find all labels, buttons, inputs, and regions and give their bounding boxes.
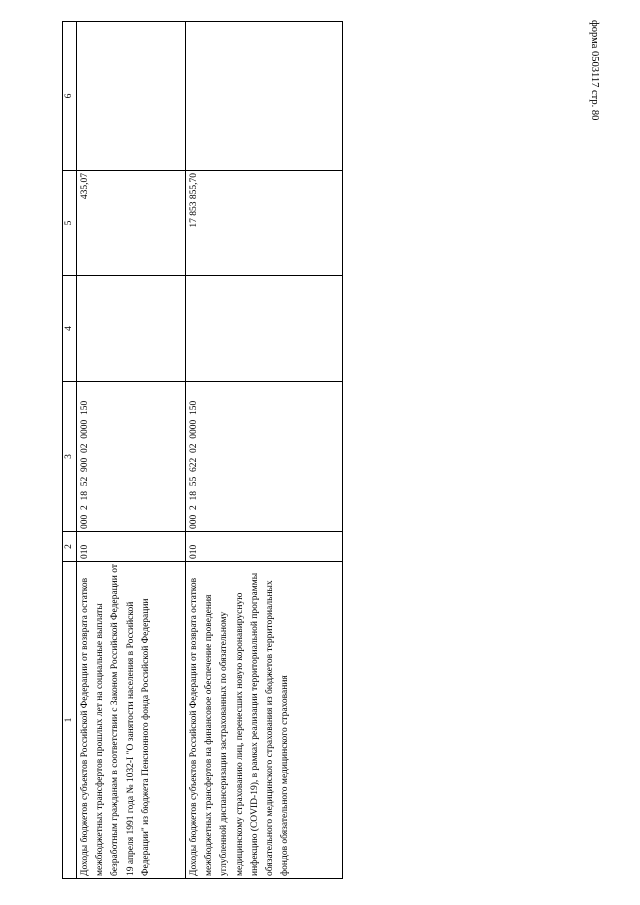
row-approved (186, 276, 343, 382)
column-header-4: 4 (63, 276, 77, 382)
row-budget-code: 000 2 18 55 622 02 0000 150 (186, 382, 343, 532)
row-budget-code: 000 2 18 52 900 02 0000 150 (77, 382, 186, 532)
row-not-executed (77, 22, 186, 171)
column-header-1: 1 (63, 562, 77, 879)
row-line-code: 010 (77, 532, 186, 562)
column-header-2: 2 (63, 532, 77, 562)
form-label: форма 0503117 стр. 80 (589, 20, 600, 121)
report-table (62, 21, 343, 879)
row-line-code: 010 (186, 532, 343, 562)
column-number-row (63, 22, 77, 879)
column-header-5: 5 (63, 171, 77, 276)
column-header-3: 3 (63, 382, 77, 532)
row-description: Доходы бюджетов субъектов Российской Федерации от возврата остатков межбюджетных трансфертов прошлых лет на социальные выплаты безработным гражданам в соответствии с Законом Российской Федерации от 19 апреля 1991 года № 1032-I "О занятости населения в Российской Федерации" из бюджета Пенсионного фонда Российской Федерации (77, 562, 186, 879)
row-executed: 17 853 855,70 (186, 171, 343, 276)
row-executed: 435,07 (77, 171, 186, 276)
table-row (186, 22, 343, 879)
row-description: Доходы бюджетов субъектов Российской Федерации от возврата остатков межбюджетных трансфертов на финансовое обеспечение проведения углубленной диспансеризации застрахованных по обязательному медицинскому страхованию лиц, перенесших новую коронавирусную инфекцию (COVID-19), в рамках реализации территориальной программы обязательного медицинского страхования из бюджетов территориальных фондов обязательного медицинского страхования (186, 562, 343, 879)
report-table-rotated (62, 22, 344, 879)
table-row (77, 22, 186, 879)
column-header-6: 6 (63, 22, 77, 171)
row-not-executed (186, 22, 343, 171)
row-approved (77, 276, 186, 382)
